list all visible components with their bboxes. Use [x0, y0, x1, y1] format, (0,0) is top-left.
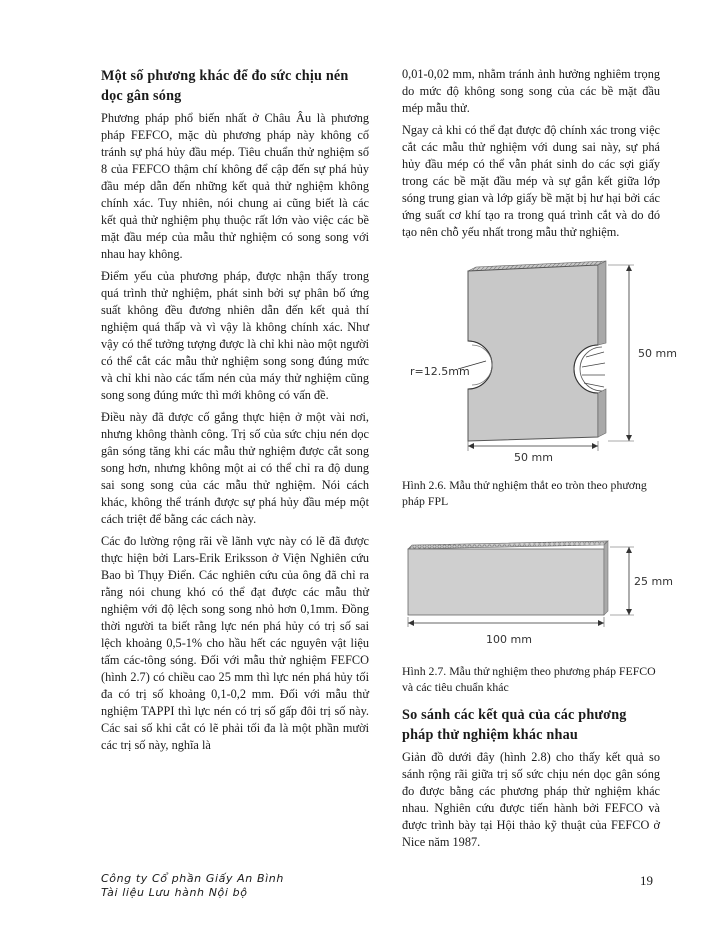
paragraph: Điểm yếu của phương pháp, được nhận thấy trong quá trình thử nghiệm, phát sinh bởi sự phân bố ứng suất không đều đương nhiên dẫn đến kết quả thí nghiệm quá thấp và vì vậy là không chính xác. Như vậy có thể tưởng tượng được là chỉ khi nào một người có thể cắt các mẫu thử nghiệm song song đúng mức và chỉ khi nào các tấm nén của máy thử nghiệm cũng song song đúng mức thì mới không có vấn đề.: [101, 269, 369, 402]
section-heading-other-methods: Một số phương khác để đo sức chịu nén dọc gân sóng: [101, 68, 349, 104]
width-label: 100 mm: [486, 633, 532, 646]
figure-fpl-specimen: [402, 257, 677, 447]
height-label: 25 mm: [634, 575, 673, 588]
footer-note: Tài liệu Lưu hành Nội bộ: [101, 886, 248, 899]
paragraph: Phương pháp phổ biến nhất ở Châu Âu là phương pháp FEFCO, mặc dù phương pháp này không cố tránh sự phá hủy đầu mép. Tiêu chuẩn thử nghiệm số 8 của FEFCO thậm chí không để cập đến sự phá hủy đầu mép dẫn đến những kết quả thử nghiệm không chính xác. Tuy nhiên, nói chung ai cũng biết là các kết quả thử nghiệm phụ thuộc rất lớn vào việc các bề mặt đầu mép của mẫu thử nghiệm có song song với nhau hay không.: [101, 111, 369, 261]
footer-company: Công ty Cổ phần Giấy An Bình: [101, 872, 284, 885]
paragraph: Các đo lường rộng rãi về lãnh vực này có lẽ đã được thực hiện bởi Lars-Erik Eriksson ở Viện Nghiên cứu Bao bì Thụy Điển. Các nghiên cứu của ông đã chỉ ra rằng nói chung khó có thể đạt được các mẫu thử nghiệm với độ lệch song song nhỏ hơn 0,1mm. Đồng thời người ta biết rằng lực nén phá hủy có trị số sai lệch khoảng 0,5-1% cho hầu hết các nguyên vật liệu tấm các-tông sóng. Đối với mẫu thử nghiệm FEFCO (hình 2.7) có chiều cao 25 mm thì lực nén phá hủy tối đa có trị số khoảng 0,1-0,2 mm. Đối với mẫu thử nghiệm TAPPI thì lực nén có trị số gấp đôi trị số này. Các sai số khi cắt có lẽ phải tối đa là một phần mười các trị số này, nghĩa là: [101, 534, 369, 752]
section-heading-comparison: So sánh các kết quả của các phương pháp thử nghiệm khác nhau: [402, 707, 627, 743]
height-label: 50 mm: [638, 347, 677, 360]
figure-caption: Hình 2.6. Mẫu thử nghiệm thắt eo tròn theo phương pháp FPL: [402, 478, 647, 508]
right-column: [402, 66, 677, 856]
left-column: [101, 66, 369, 759]
figure-fpl-width-dimension: [402, 441, 660, 467]
page-number: 19: [640, 873, 653, 888]
paragraph: Điều này đã được cố gắng thực hiện ở một vài nơi, nhưng không thành công. Trị số của sức chịu nén dọc gân sóng tăng khi các mẫu thử nghiệm được cắt song song hơn, nhưng không một ai có thể chỉ ra độ dung sai song song của các mẫu thử nghiệm. Nói cách khác, không thể tránh được sự phá hủy đầu mép một cách triệt để bằng các cách này.: [101, 410, 369, 526]
footer: [101, 872, 661, 900]
width-label: 50 mm: [514, 451, 553, 464]
figure-caption: Hình 2.7. Mẫu thử nghiệm theo phương pháp FEFCO và các tiêu chuẩn khác: [402, 664, 656, 694]
paragraph: Ngay cả khi có thể đạt được độ chính xác trong việc cắt các mẫu thử nghiệm với dung sai này, sự phá hủy đầu mép có thể vẫn phát sinh do các sợi giấy trong các bề mặt đầu mép và sự gắn kết giữa lớp sóng trung gian và lớp giấy bề mặt bị hư hại bởi các ứng suất cơ khí tạo ra trong quá trình cắt và do đó tạo nên chỗ yếu nhất trong mẫu thử nghiệm.: [402, 123, 660, 239]
figure-fefco-specimen: [402, 539, 673, 635]
paragraph: Giản đồ dưới đây (hình 2.8) cho thấy kết quả so sánh rộng rãi giữa trị số sức chịu nén dọc gân sóng đo được bằng các phương pháp thử nghiệm khác nhau. Nghiên cứu được tiến hành bởi FEFCO và được trình bày tại Hội thảo kỹ thuật của FEFCO ở Nice năm 1987.: [402, 750, 660, 849]
paragraph: 0,01-0,02 mm, nhằm tránh ảnh hưởng nghiêm trọng do mức độ không song song của các bề mặt đầu mép mẫu thử.: [402, 67, 660, 115]
radius-label: r=12.5mm: [410, 365, 470, 378]
figure-fefco-width-dimension: [402, 631, 660, 647]
